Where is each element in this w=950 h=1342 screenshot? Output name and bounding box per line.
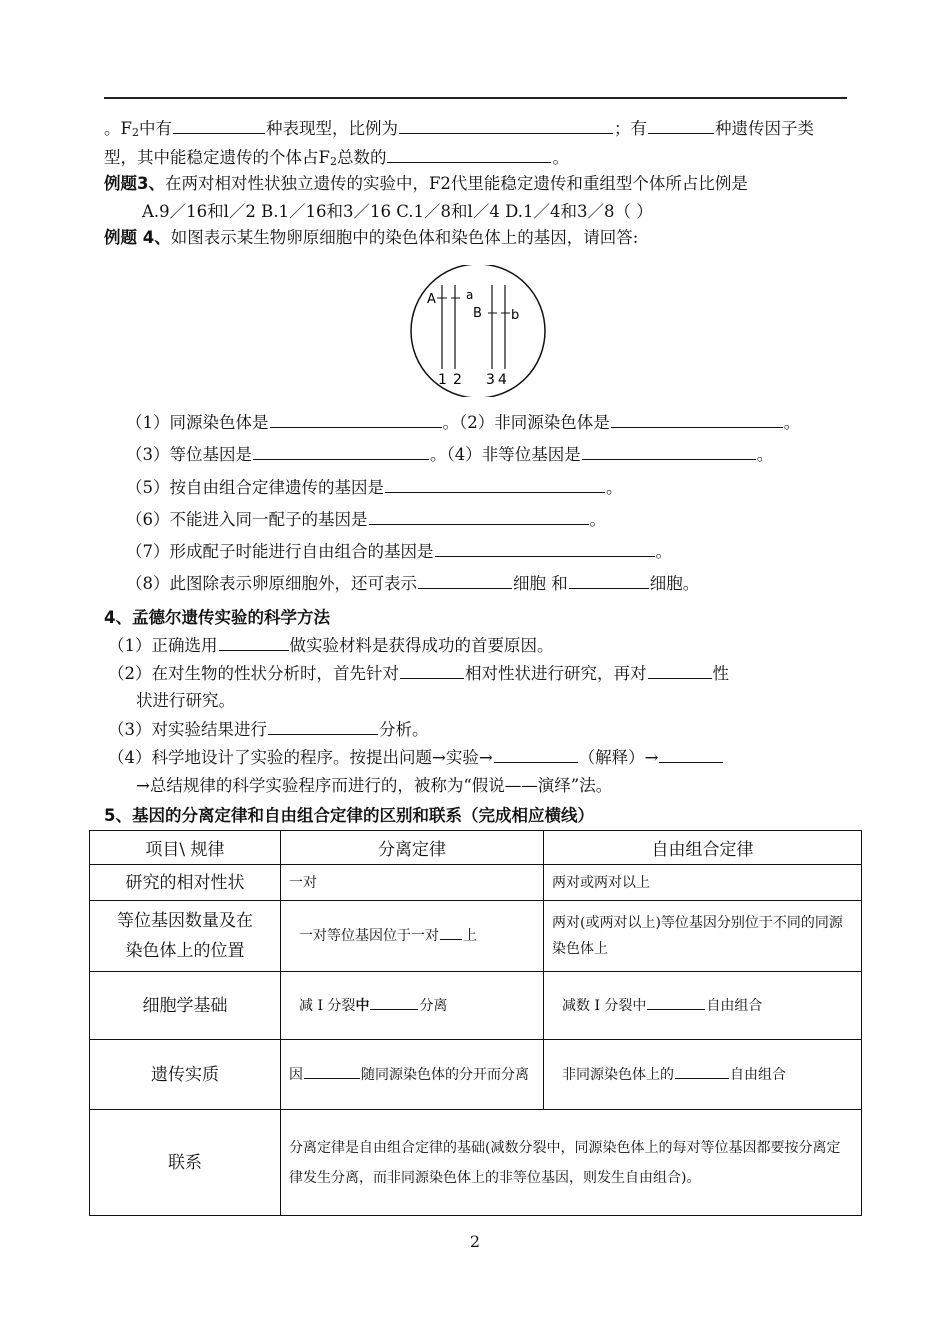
blank[interactable] bbox=[648, 662, 712, 679]
section5-title: 5、基因的分离定律和自由组合定律的区别和联系（完成相应横线） bbox=[104, 806, 594, 825]
table-cell: 减数 I 分裂中 自由组合 bbox=[544, 972, 862, 1040]
blank[interactable] bbox=[399, 117, 613, 134]
blank[interactable] bbox=[385, 476, 605, 493]
blank[interactable] bbox=[370, 993, 418, 1010]
gene-label: B bbox=[473, 306, 482, 321]
blank[interactable] bbox=[400, 662, 464, 679]
table-row bbox=[90, 865, 862, 901]
blank[interactable] bbox=[675, 1062, 729, 1079]
f2-question-line1: 。F2中有 种表现型，比例为 ；有 种遗传因子类 bbox=[104, 119, 814, 139]
table-cell: 两对(或两对以上)等位基因分别位于不同的同源染色体上 bbox=[544, 901, 862, 972]
row-label: 遗传实质 bbox=[90, 1040, 281, 1110]
ex4-q8: （8）此图除表示卵原细胞外，还可表示 细胞 和 细胞。 bbox=[126, 574, 700, 593]
table-row bbox=[90, 1040, 862, 1110]
sec4-p2-cont: 状进行研究。 bbox=[136, 691, 235, 710]
sec4-p3: （3）对实验结果进行 分析。 bbox=[108, 720, 429, 739]
header-rule bbox=[104, 97, 847, 99]
blank[interactable] bbox=[611, 411, 783, 428]
table-cell: 两对或两对以上 bbox=[544, 865, 862, 901]
ex4-q6: （6）不能进入同一配子的基因是 。 bbox=[126, 510, 606, 529]
blank[interactable] bbox=[173, 117, 265, 134]
example4: 例题 4、如图表示某生物卵原细胞中的染色体和染色体上的基因，请回答: bbox=[104, 228, 639, 247]
section4-title: 4、孟德尔遗传实验的科学方法 bbox=[104, 608, 330, 627]
blank[interactable] bbox=[253, 443, 429, 460]
sec4-p1: （1）正确选用 做实验材料是获得成功的首要原因。 bbox=[108, 636, 554, 655]
ex4-q7: （7）形成配子时能进行自由组合的基因是 。 bbox=[126, 542, 672, 561]
row-label: 研究的相对性状 bbox=[90, 865, 281, 901]
blank[interactable] bbox=[569, 572, 649, 589]
table-cell: 一对 bbox=[281, 865, 544, 901]
comparison-table bbox=[89, 830, 862, 1216]
blank[interactable] bbox=[582, 443, 756, 460]
example4-label: 例题 4、 bbox=[104, 228, 171, 247]
sec4-p2: （2）在对生物的性状分析时，首先针对 相对性状进行研究，再对 性 bbox=[108, 664, 729, 683]
row-label: 细胞学基础 bbox=[90, 972, 281, 1040]
table-row bbox=[90, 901, 862, 972]
example3: 例题3、在两对相对性状独立遗传的实验中，F2代里能稳定遗传和重组型个体所占比例是 bbox=[104, 174, 748, 193]
ex4-q1-q2: （1）同源染色体是 。（2）非同源染色体是 。 bbox=[126, 413, 801, 432]
ex4-q5: （5）按自由组合定律遗传的基因是 。 bbox=[126, 478, 623, 497]
sec4-p4: （4）科学地设计了实验的程序。按提出问题→实验→ （解释）→ bbox=[108, 746, 724, 770]
chromosome-number: 2 bbox=[453, 372, 462, 388]
header-cell: 项目\ 规律 bbox=[90, 831, 281, 865]
table-cell: 非同源染色体上的 自由组合 bbox=[544, 1040, 862, 1110]
table-cell: 因 随同源染色体的分开而分离 bbox=[281, 1040, 544, 1110]
example3-options: A.9／16和l／2 B.1／16和3／16 C.1／8和l／4 D.1／4和3／8（ ） bbox=[142, 202, 653, 221]
table-cell: 一对等位基因位于一对 上 bbox=[281, 901, 544, 972]
table-row bbox=[90, 972, 862, 1040]
ex4-q3-q4: （3）等位基因是 。（4）非等位基因是 。 bbox=[126, 445, 774, 464]
table-cell: 分离定律是自由组合定律的基础(减数分裂中，同源染色体上的每对等位基因都要按分离定律发生分离，而非同源染色体上的非等位基因，则发生自由组合)。 bbox=[281, 1110, 862, 1216]
table-cell: 减 I 分裂中 分离 bbox=[281, 972, 544, 1040]
row-label: 联系 bbox=[90, 1110, 281, 1216]
blank[interactable] bbox=[369, 508, 589, 525]
chromosome-number: 4 bbox=[498, 372, 507, 388]
sec4-p4-cont: →总结规律的科学实验程序而进行的，被称为“假说——演绎”法。 bbox=[136, 776, 613, 795]
cell-outline bbox=[411, 265, 545, 397]
blank[interactable] bbox=[304, 1062, 360, 1079]
gene-label: b bbox=[511, 308, 520, 323]
blank[interactable] bbox=[219, 634, 289, 651]
header-cell: 自由组合定律 bbox=[544, 831, 862, 865]
chromosome-number: 1 bbox=[438, 372, 447, 388]
example3-label: 例题3、 bbox=[104, 174, 165, 193]
blank[interactable] bbox=[648, 117, 714, 134]
table-row bbox=[90, 1110, 862, 1216]
f2-question-line2: 型，其中能稳定遗传的个体占F2总数的 。 bbox=[104, 148, 569, 168]
gene-label: a bbox=[466, 288, 474, 302]
blank[interactable] bbox=[435, 540, 655, 557]
chromosome-diagram bbox=[408, 265, 548, 397]
blank[interactable] bbox=[659, 746, 723, 763]
blank[interactable] bbox=[270, 411, 442, 428]
header-cell: 分离定律 bbox=[281, 831, 544, 865]
blank[interactable] bbox=[418, 572, 512, 589]
blank[interactable] bbox=[387, 146, 551, 163]
table-header-row bbox=[90, 831, 862, 865]
page-number: 2 bbox=[469, 1232, 481, 1251]
gene-label: A bbox=[427, 292, 436, 307]
blank[interactable] bbox=[647, 993, 705, 1010]
blank[interactable] bbox=[268, 718, 378, 735]
blank[interactable] bbox=[494, 746, 578, 763]
row-label: 等位基因数量及在 染色体上的位置 bbox=[90, 901, 281, 972]
chromosome-number: 3 bbox=[486, 372, 495, 388]
blank[interactable] bbox=[440, 923, 462, 940]
